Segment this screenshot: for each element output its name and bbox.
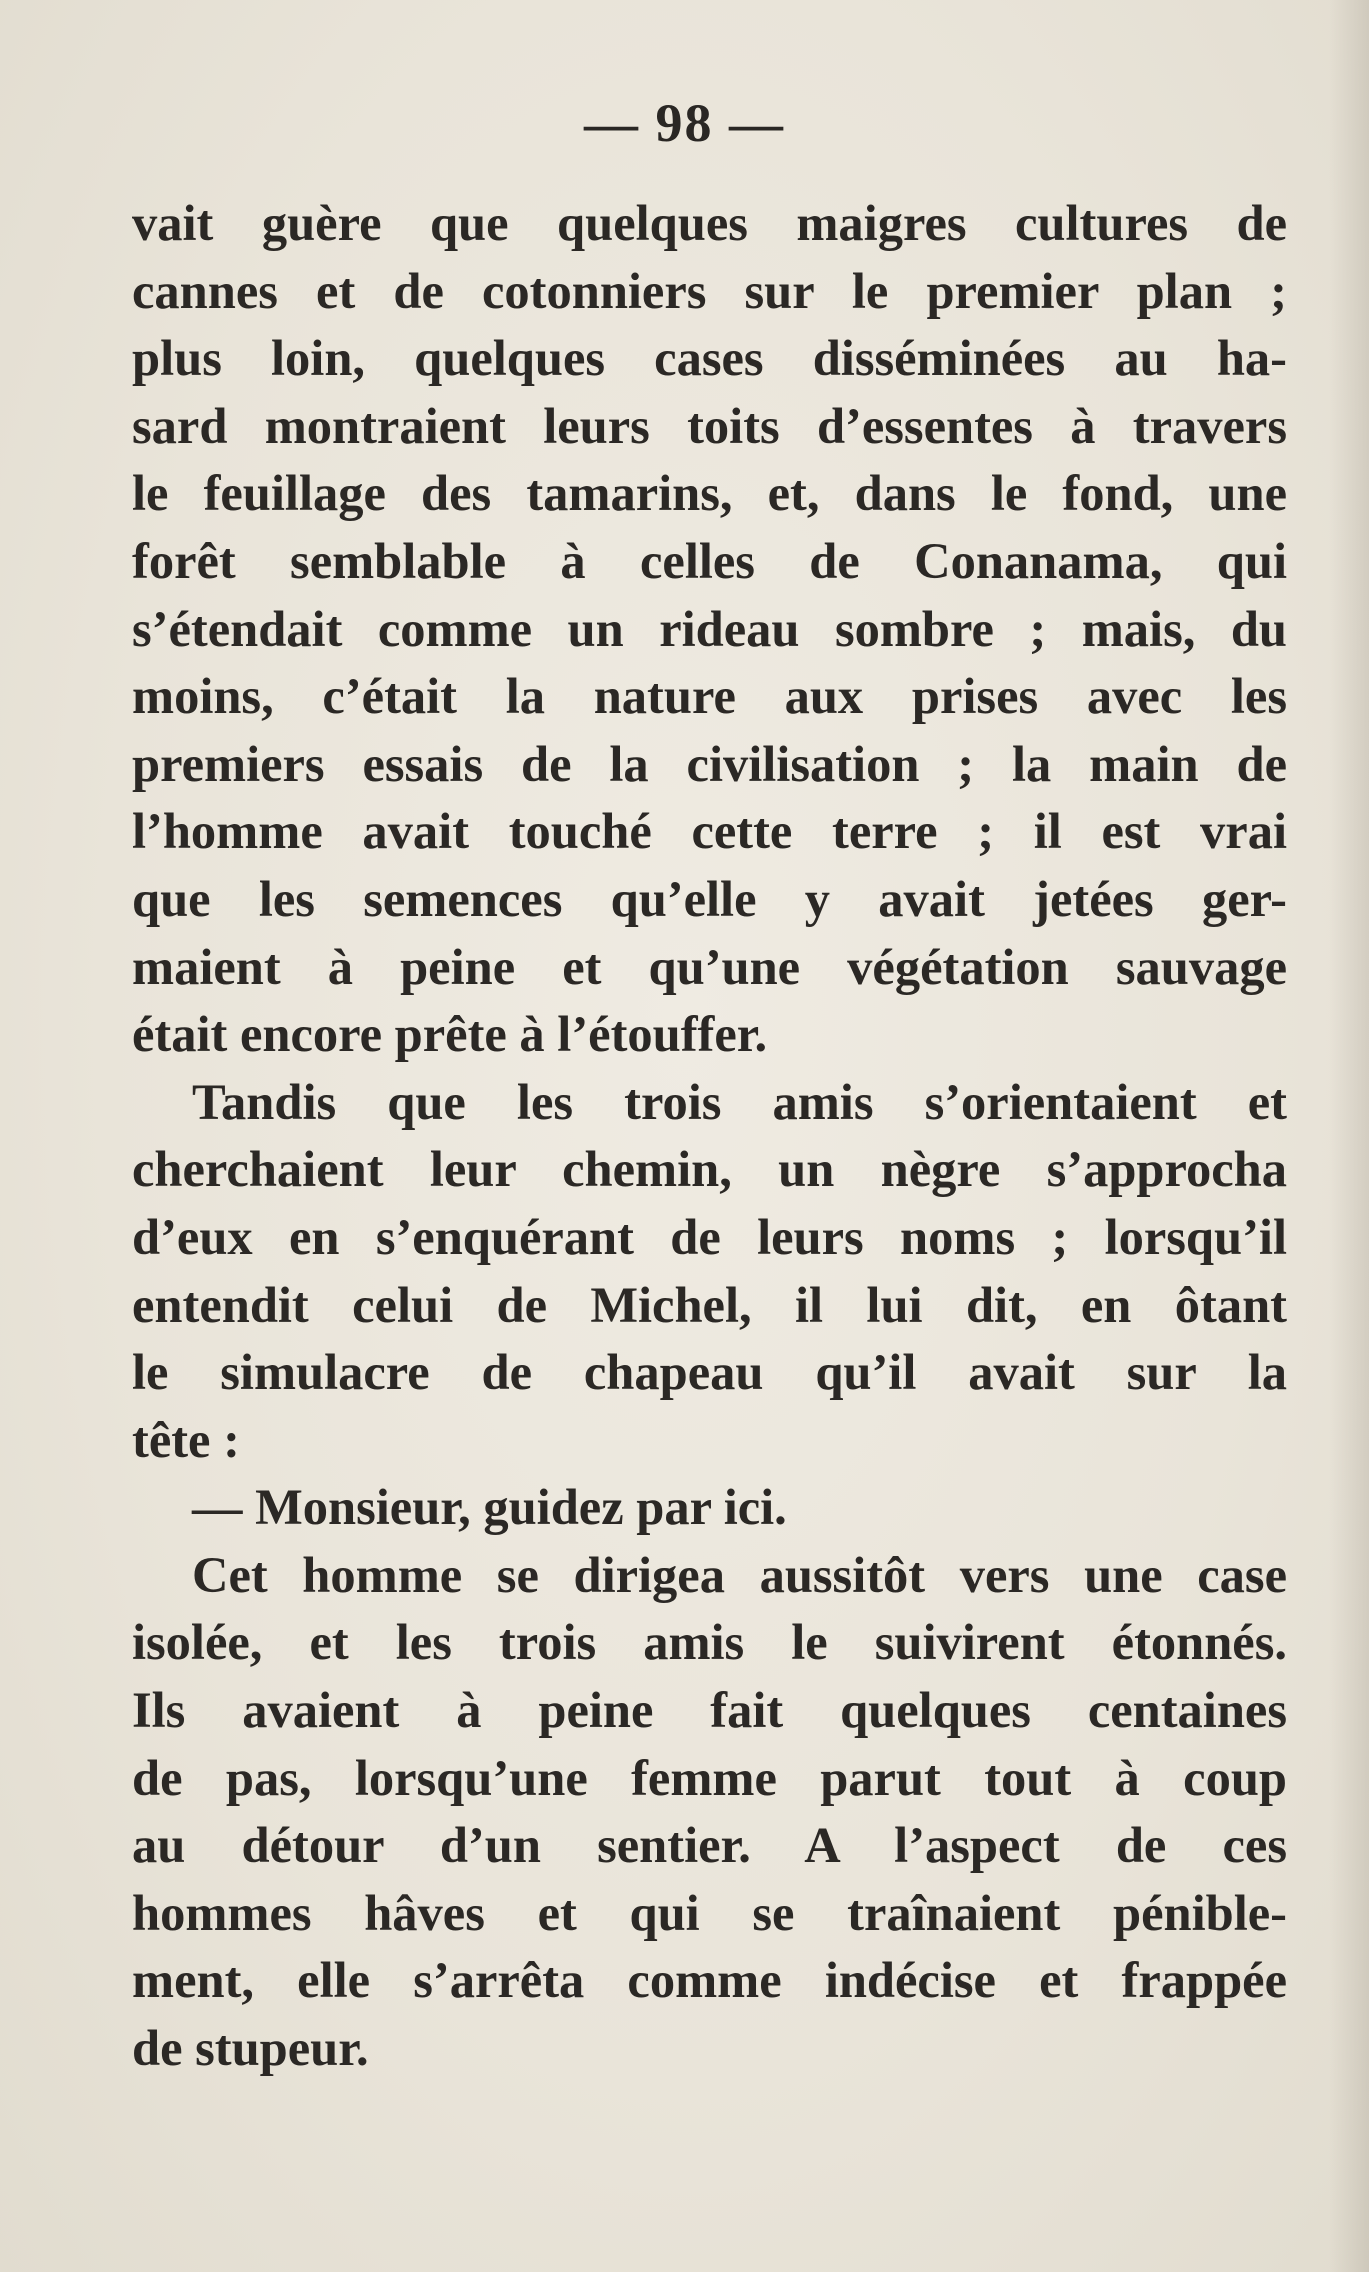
text-line: de pas, lorsqu’une femme parut tout à coup: [132, 1749, 1287, 1806]
body-text: [132, 190, 1287, 2083]
text-line: le simulacre de chapeau qu’il avait sur la: [132, 1344, 1287, 1401]
text-line: vait guère que quelques maigres cultures de: [132, 195, 1287, 251]
text-line: — Monsieur, guidez par ici.: [192, 1479, 787, 1536]
text-line: tête :: [132, 1411, 240, 1468]
text-line: entendit celui de Michel, il lui dit, en ôtant: [132, 1276, 1287, 1333]
text-line: d’eux en s’enquérant de leurs noms ; lorsqu’il: [132, 1208, 1287, 1265]
text-line: au détour d’un sentier. A l’aspect de ces: [132, 1817, 1287, 1874]
page-number: — 98 —: [584, 93, 785, 153]
text-line: Cet homme se dirigea aussitôt vers une case: [192, 1546, 1287, 1603]
text-line: de stupeur.: [132, 2020, 369, 2077]
text-line: Ils avaient à peine fait quelques centaines: [132, 1682, 1287, 1739]
text-line: plus loin, quelques cases disséminées au ha-: [132, 330, 1287, 387]
text-line: Tandis que les trois amis s’orientaient et: [192, 1073, 1287, 1130]
text-line: forêt semblable à celles de Conanama, qui: [132, 532, 1287, 589]
text-line: le feuillage des tamarins, et, dans le fond, une: [132, 465, 1287, 522]
text-line: l’homme avait touché cette terre ; il est vrai: [132, 803, 1287, 860]
text-line: isolée, et les trois amis le suivirent étonnés.: [132, 1614, 1287, 1671]
text-line: que les semences qu’elle y avait jetées ger-: [132, 870, 1287, 927]
text-line: cannes et de cotonniers sur le premier plan ;: [132, 262, 1287, 319]
text-line: s’étendait comme un rideau sombre ; mais, du: [132, 600, 1287, 657]
page-gutter-shadow: [1329, 0, 1369, 2272]
text-line: maient à peine et qu’une végétation sauvage: [132, 938, 1287, 995]
text-line: cherchaient leur chemin, un nègre s’approcha: [132, 1141, 1287, 1198]
text-line: moins, c’était la nature aux prises avec les: [132, 668, 1287, 725]
text-line: hommes hâves et qui se traînaient pénible-: [132, 1884, 1287, 1941]
text-line: premiers essais de la civilisation ; la main de: [132, 735, 1287, 792]
text-line: ment, elle s’arrêta comme indécise et frappée: [132, 1952, 1287, 2009]
text-line: sard montraient leurs toits d’essentes à travers: [132, 397, 1287, 454]
text-line: était encore prête à l’étouffer.: [132, 1006, 768, 1063]
